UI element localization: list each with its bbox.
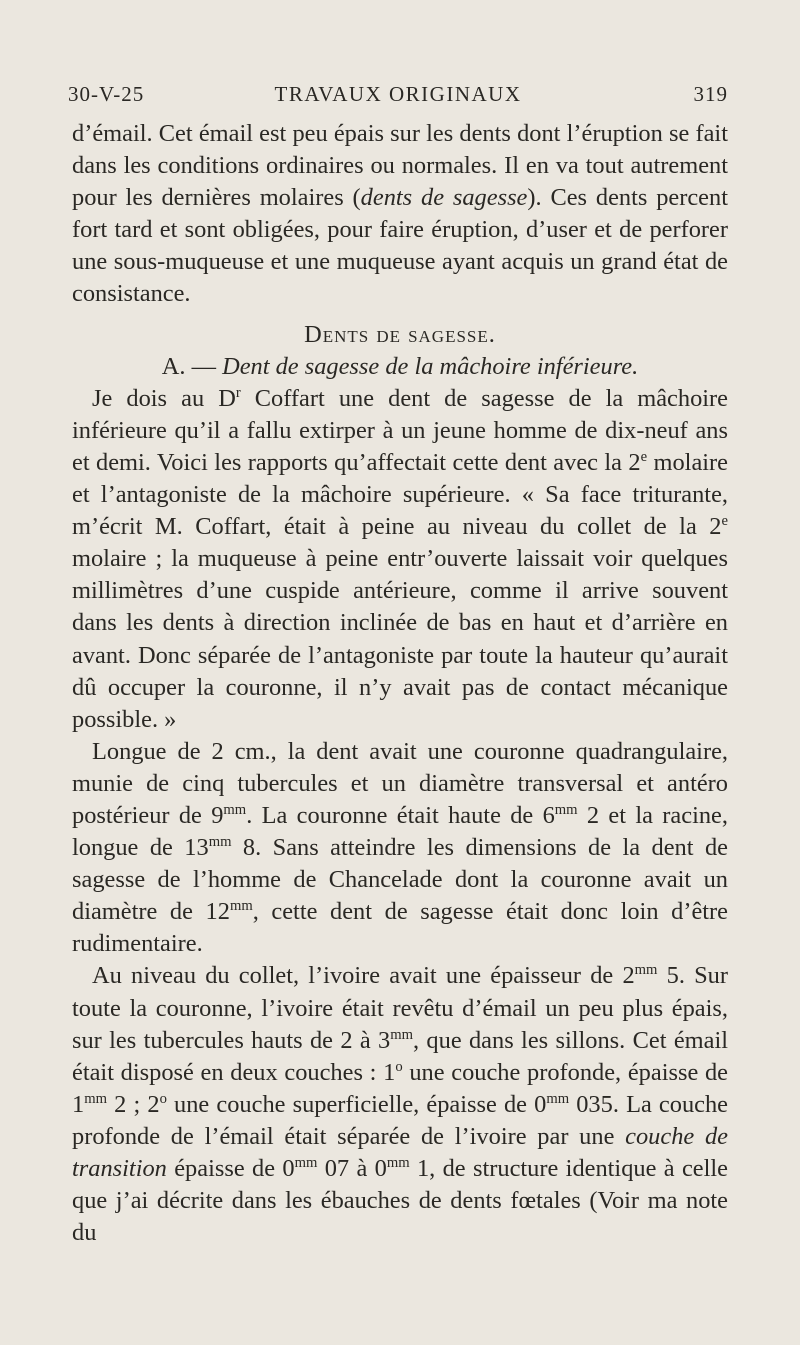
subsection-title: Dent de sagesse de la mâchoire inférieure.	[222, 352, 639, 380]
text-run: , cette dent de sagesse était donc loin d’être rudimentaire.	[72, 898, 728, 958]
paragraph-coffart	[72, 383, 728, 736]
superscript: mm	[554, 801, 578, 818]
superscript: mm	[208, 833, 232, 850]
page-number: 319	[693, 82, 728, 106]
text-run: Au niveau du collet, l’ivoire avait une épaisseur de 2	[92, 962, 635, 990]
italic-term: dents de sagesse	[360, 184, 528, 212]
subsection-label: A. —	[161, 352, 223, 380]
superscript: mm	[294, 1154, 318, 1171]
paragraph-dimensions	[72, 736, 728, 961]
header-section-title: TRAVAUX ORIGINAUX	[274, 82, 522, 106]
superscript: mm	[634, 962, 658, 979]
superscript: r	[235, 384, 241, 401]
text-run: ). Ces dents percent fort tard et sont obligées, pour faire éruption, d’user et de perforer une sous-muqueuse et une muqueuse ayant acquis un grand état de consistance.	[72, 184, 728, 308]
superscript: mm	[390, 1026, 413, 1043]
superscript: e	[640, 448, 648, 465]
body-text	[72, 118, 728, 1249]
text-run: . La couronne était haute de 6	[246, 801, 555, 829]
text-run: une couche superficielle, épaisse de 0	[166, 1090, 547, 1118]
superscript: mm	[546, 1090, 570, 1107]
text-run: Coffart une dent de sagesse de la mâchoire inférieure qu’il a fallu extirper à un jeune homme de dix-neuf ans et demi. Voici les rapports qu’affectait cette dent avec la 2	[72, 384, 729, 476]
text-run: d’émail. Cet émail est peu épais sur les dents dont l’éruption se fait dans les conditions ordinaires ou normales. Il en va tout autrement pour les dernières molaires (	[72, 120, 728, 212]
text-run: molaire et l’antagoniste de la mâchoire supérieure. « Sa face triturante, m’écrit M. Coffart, était à peine au niveau du collet de la 2	[72, 448, 728, 541]
superscript: mm	[84, 1090, 107, 1107]
superscript: e	[721, 513, 728, 529]
superscript: mm	[229, 898, 253, 915]
subsection-heading	[72, 351, 728, 383]
running-header	[68, 82, 728, 112]
text-run: Je dois au D	[92, 384, 236, 412]
text-run: épaisse de 0	[166, 1155, 295, 1182]
text-run: 035. La couche profonde de l’émail était séparée de l’ivoire par une	[72, 1090, 728, 1150]
paragraph-ivoire	[72, 960, 728, 1249]
superscript: o	[159, 1090, 167, 1107]
text-run: molaire ; la muqueuse à peine entr’ouverte laissait voir quelques millimètres d’une cuspide antérieure, comme il arrive souvent dans les dents à direction inclinée de bas en haut et d’arrière en avant. Donc séparée de l’antagoniste par toute la hauteur qu’aurait dû occuper la couronne, il n’y avait pas de contact mécanique possible. »	[72, 545, 728, 733]
text-run: 07 à 0	[317, 1155, 387, 1182]
text-run: 1, de structure identique à celle que j’ai décrite dans les ébauches de dents fœtales (Voir ma note du	[72, 1155, 728, 1247]
header-date: 30-V-25	[68, 82, 145, 106]
paragraph-intro	[72, 118, 728, 311]
text-run: une couche profonde, épaisse de 1	[72, 1058, 728, 1118]
italic-term: couche de transition	[72, 1122, 728, 1182]
text-run: 5. Sur toute la couronne, l’ivoire était revêtu d’émail un peu plus épais, sur les tubercules hauts de 2 à 3	[72, 962, 728, 1054]
text-run: 2 ; 2	[106, 1090, 160, 1118]
section-heading: Dents de sagesse.	[304, 320, 496, 348]
text-run: 2 et la racine, longue de 13	[72, 801, 728, 862]
text-run: , que dans les sillons. Cet émail était disposé en deux couches : 1	[72, 1026, 728, 1086]
text-run: 8. Sans atteindre les dimensions de la dent de sagesse de l’homme de Chancelade dont la couronne avait un diamètre de 12	[72, 834, 728, 926]
superscript: mm	[386, 1154, 410, 1171]
superscript: mm	[223, 801, 247, 818]
superscript: o	[395, 1058, 403, 1075]
text-run: Longue de 2 cm., la dent avait une couronne quadrangulaire, munie de cinq tubercules et un diamètre transversal et antéro postérieur de 9	[72, 737, 728, 829]
